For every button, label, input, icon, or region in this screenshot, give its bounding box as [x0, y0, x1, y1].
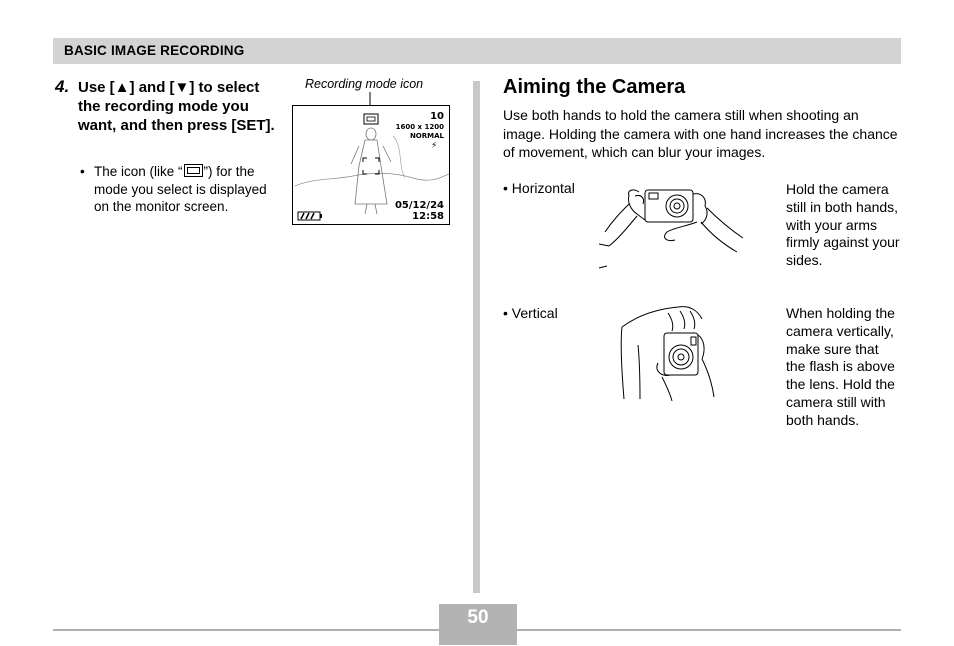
horizontal-label: • Horizontal [503, 180, 575, 196]
monitor-time: 12:58 [412, 211, 444, 222]
section-header-bar [53, 38, 901, 64]
vertical-description: When holding the camera vertically, make sure that the flash is above the lens. Hold the camera still with both hands. [786, 305, 895, 428]
step-note-text [80, 163, 270, 216]
monitor-date: 05/12/24 [394, 200, 444, 211]
horizontal-grip-illustration [597, 182, 745, 274]
page-number: 50 [467, 607, 489, 628]
bullet-dot: • [80, 164, 85, 179]
step-note-before: The icon (like “ [94, 164, 183, 179]
step-note-after: ”) for the mode you select is displayed on the monitor screen. [94, 164, 267, 214]
step-number: 4. [55, 77, 70, 96]
vertical-grip-illustration [618, 305, 718, 401]
step-note [80, 163, 270, 216]
section-title: BASIC IMAGE RECORDING [64, 43, 245, 58]
intro-paragraph: Use both hands to hold the camera still when shooting an image. Holding the camera with one hand increases the chance of movement, which can blur your images. [503, 107, 898, 160]
horizontal-description: Hold the camera still in both hands, with your arms firmly against your sides. [786, 181, 900, 269]
image-size: 1600 x 1200 [395, 123, 444, 131]
vertical-label: • Vertical [503, 305, 558, 321]
svg-text:⚡: ⚡ [431, 141, 438, 151]
column-divider [473, 81, 480, 593]
shots-remaining: 10 [430, 111, 444, 122]
camera-monitor-display [292, 105, 450, 225]
page-heading: Aiming the Camera [503, 76, 686, 98]
recording-mode-icon [184, 164, 203, 177]
page-number-box [439, 604, 517, 645]
image-quality: NORMAL [409, 132, 444, 140]
figure-caption: Recording mode icon [305, 77, 424, 91]
step-instruction: Use [▲] and [▼] to select the recording mode you want, and then press [SET]. [78, 79, 275, 134]
